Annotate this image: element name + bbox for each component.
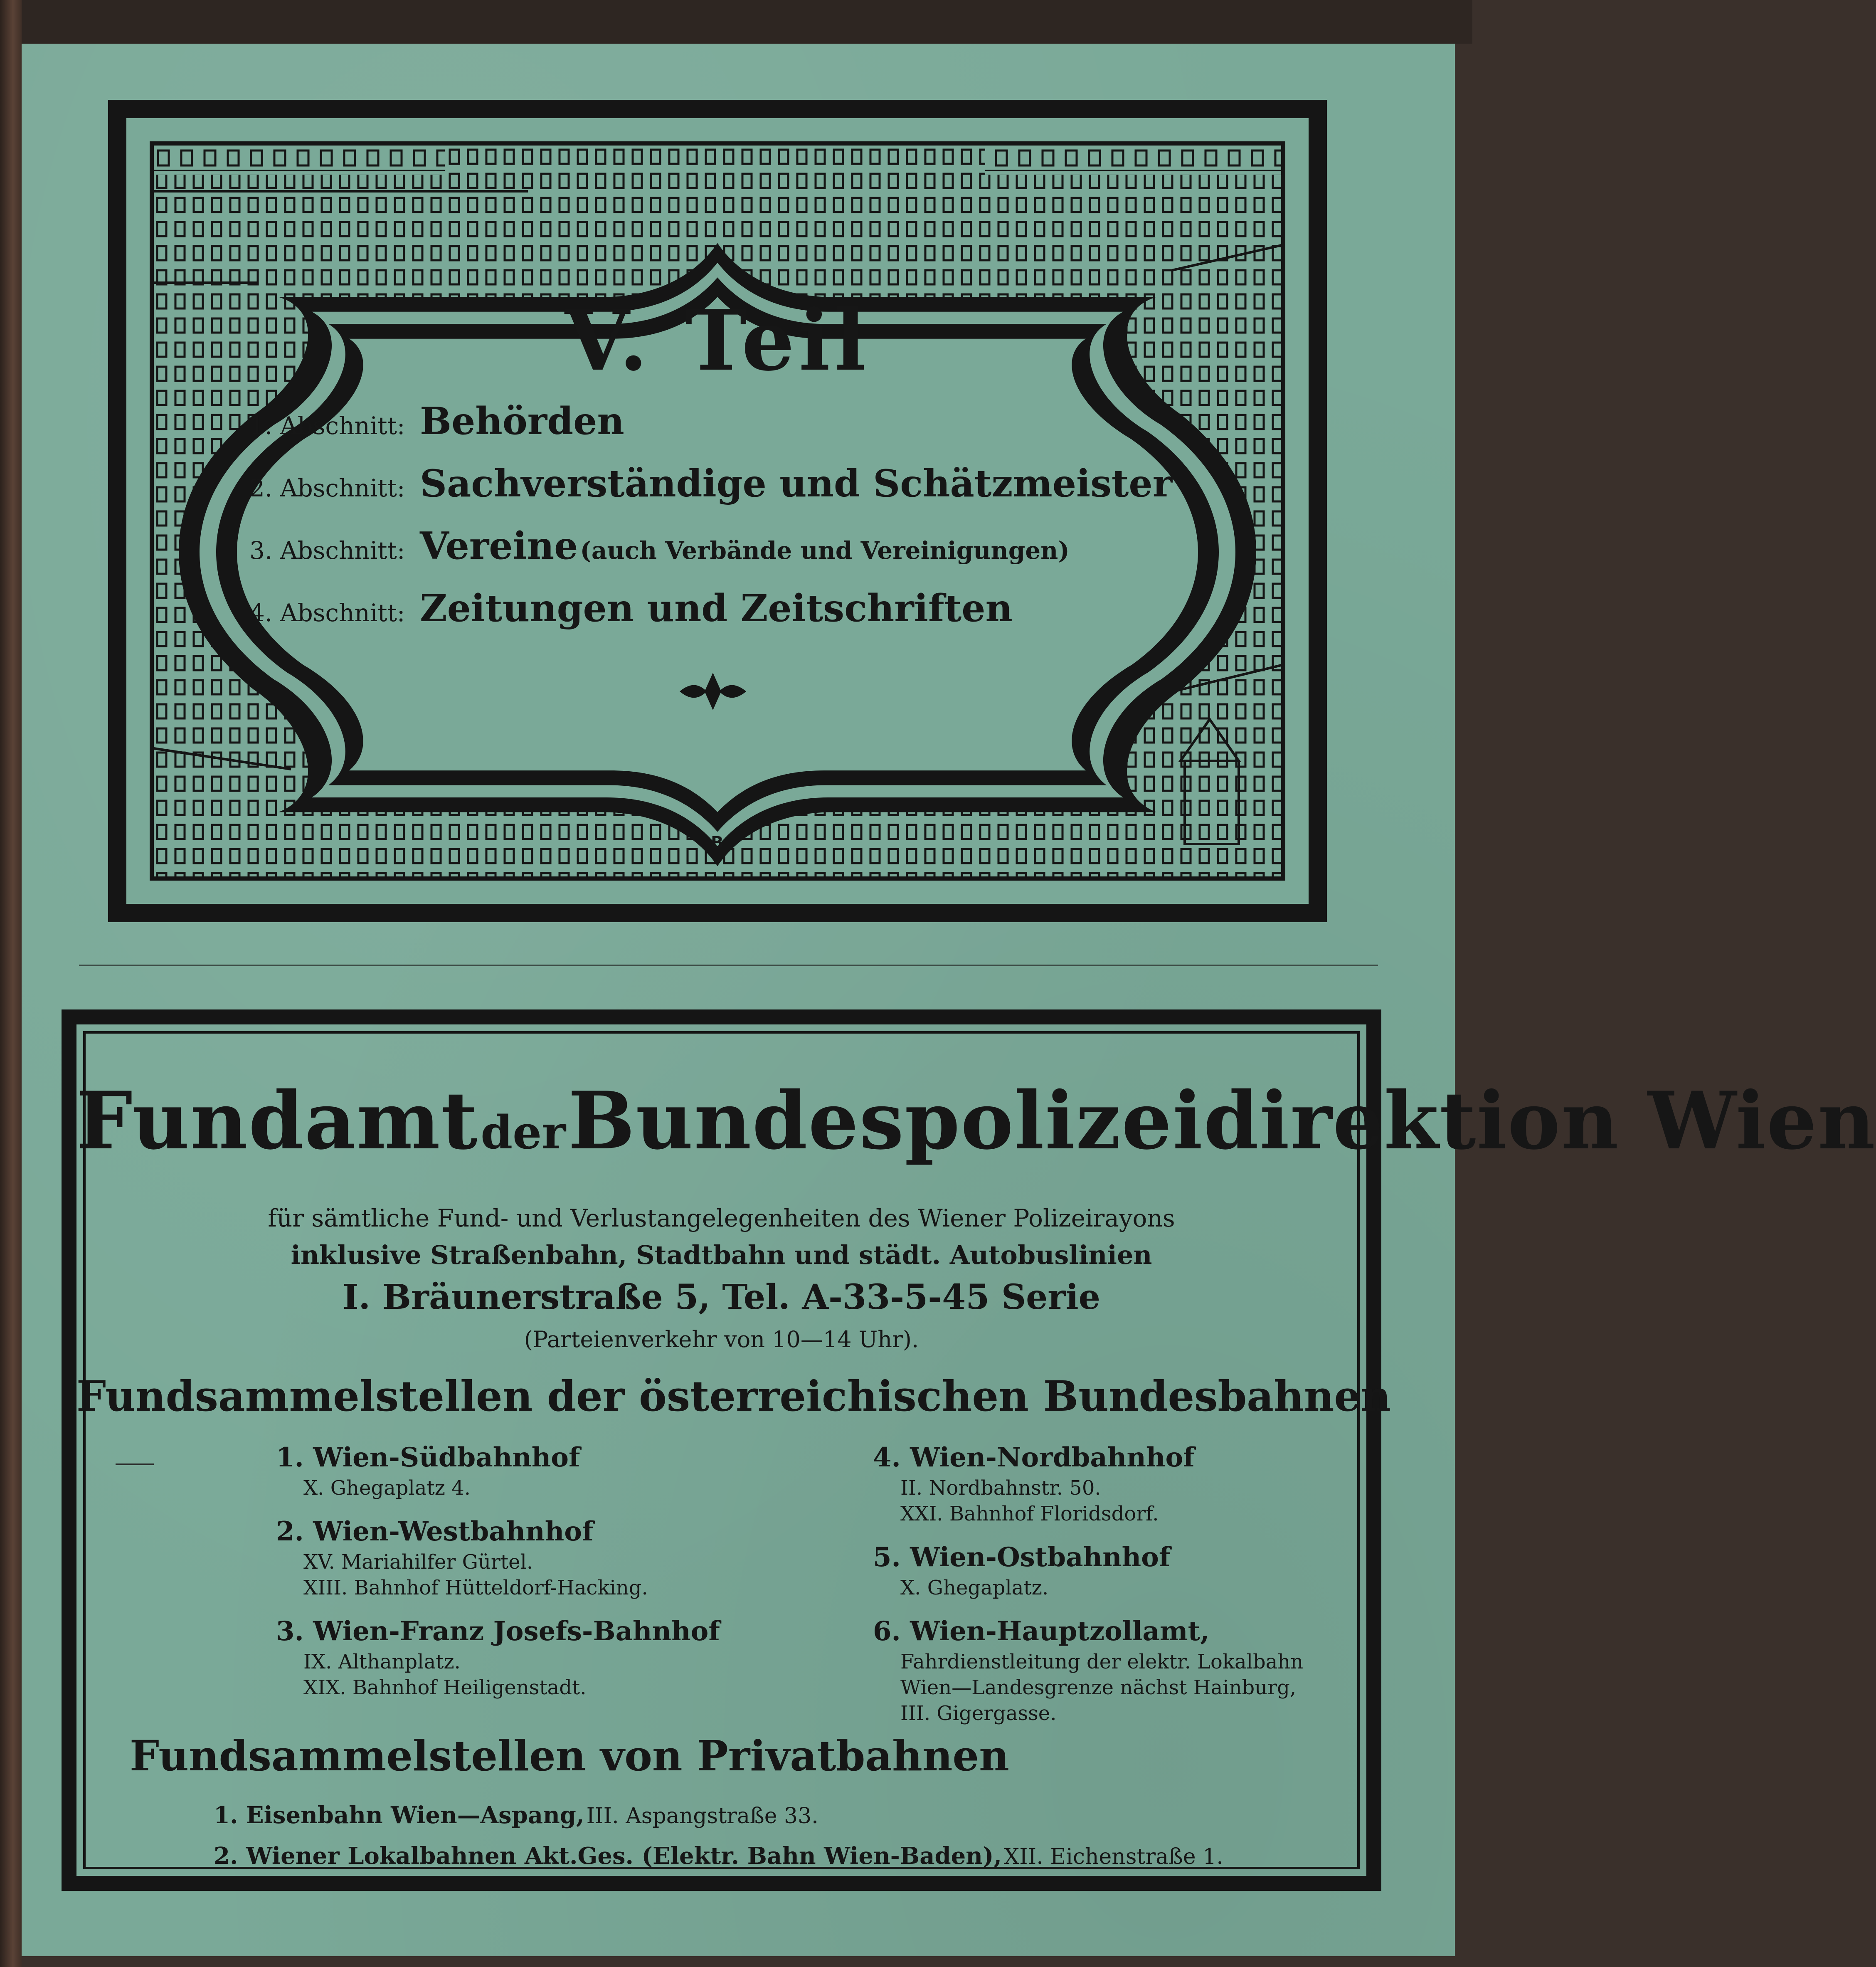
ad-title-word: Bundespolizeidirektion Wien (568, 1074, 1876, 1167)
federal-rail-heading: Fundsammelstellen der österreichischen Bundesbahnen (76, 1372, 1391, 1421)
page-divider (79, 965, 1378, 966)
section-label: 4. Abschnitt: (249, 599, 405, 627)
private-rail-heading: Fundsammelstellen von Privatbahnen (130, 1731, 1009, 1780)
section-title: Sachverständige und Schätzmeister (420, 462, 1173, 506)
station-name: 2. Wien-Westbahnhof (276, 1516, 594, 1547)
section-title: Vereine (420, 524, 578, 568)
station-address: XV. Mariahilfer Gürtel. (303, 1550, 533, 1574)
station-entry (873, 1440, 1393, 1527)
section-item (249, 399, 1164, 462)
station-name: 3. Wien-Franz Josefs-Bahnhof (276, 1616, 720, 1647)
station-address: X. Ghegaplatz 4. (303, 1476, 471, 1500)
cartouche-monogram: B (711, 833, 724, 852)
fleuron-ornament-icon (675, 669, 750, 714)
federal-stations-left (276, 1440, 858, 1714)
book-spine (0, 0, 22, 1967)
station-name: 4. Wien-Nordbahnhof (873, 1442, 1195, 1473)
station-address: XXI. Bahnhof Floridsdorf. (900, 1502, 1159, 1525)
federal-stations-right (873, 1440, 1393, 1740)
ad-title-word: der (481, 1106, 566, 1159)
station-address: X. Ghegaplatz. (900, 1576, 1049, 1599)
station-address: II. Nordbahnstr. 50. (900, 1476, 1101, 1500)
station-address: XIII. Bahnhof Hütteldorf-Hacking. (303, 1576, 648, 1599)
part-title: V. Teil (565, 292, 870, 390)
ad-coverage: inklusive Straßenbahn, Stadtbahn und städt. Autobuslinien (291, 1240, 1152, 1270)
section-item (249, 524, 1164, 586)
section-label: 2. Abschnitt: (249, 474, 405, 502)
page-top-edge (0, 0, 1472, 44)
station-entry (276, 1440, 858, 1501)
station-name: 6. Wien-Hauptzollamt, (873, 1616, 1210, 1647)
station-address: Wien—Landesgrenze nächst Hainburg, (900, 1676, 1297, 1699)
private-station-name: 1. Eisenbahn Wien—Aspang, (214, 1802, 584, 1829)
station-entry (873, 1540, 1393, 1601)
ad-title (76, 1074, 1876, 1167)
station-entry (873, 1614, 1393, 1726)
section-title: Zeitungen und Zeitschriften (420, 586, 1013, 630)
section-label: 1. Abschnitt: (249, 412, 405, 440)
section-label: 3. Abschnitt: (249, 536, 405, 565)
station-name: 5. Wien-Ostbahnhof (873, 1542, 1171, 1573)
station-entry (276, 1514, 858, 1601)
private-station-address: III. Aspangstraße 33. (586, 1804, 818, 1829)
station-address: XIX. Bahnhof Heiligenstadt. (303, 1676, 587, 1699)
part-title-wrapper (108, 291, 1327, 391)
lost-property-ad (62, 1009, 1876, 1891)
section-list (249, 399, 1173, 649)
private-station-entry (214, 1839, 1223, 1879)
section-title: Behörden (420, 399, 624, 443)
ad-title-word: Fundamt (76, 1074, 478, 1167)
station-name: 1. Wien-Südbahnhof (276, 1442, 580, 1473)
margin-pencil-mark (116, 1464, 154, 1465)
private-station-address: XII. Eichenstraße 1. (1004, 1844, 1223, 1869)
section-item (249, 586, 1164, 649)
section-item (249, 462, 1173, 524)
section-note: (auch Verbände und Vereinigungen) (580, 536, 1070, 565)
station-address: III. Gigergasse. (900, 1702, 1057, 1725)
private-station-entry (214, 1798, 1223, 1839)
ad-description: für sämtliche Fund- und Verlustangelegenheiten des Wiener Polizeirayons (268, 1204, 1175, 1232)
station-address: Fahrdienstleitung der elektr. Lokalbahn (900, 1650, 1304, 1673)
station-address: IX. Althanplatz. (303, 1650, 461, 1673)
ad-hours: (Parteienverkehr von 10—14 Uhr). (524, 1326, 919, 1352)
ad-address: I. Bräunerstraße 5, Tel. A-33-5-45 Serie (343, 1277, 1100, 1317)
private-stations (214, 1798, 1223, 1879)
station-entry (276, 1614, 858, 1700)
private-station-name: 2. Wiener Lokalbahnen Akt.Ges. (Elektr. Bahn Wien-Baden), (214, 1842, 1002, 1870)
